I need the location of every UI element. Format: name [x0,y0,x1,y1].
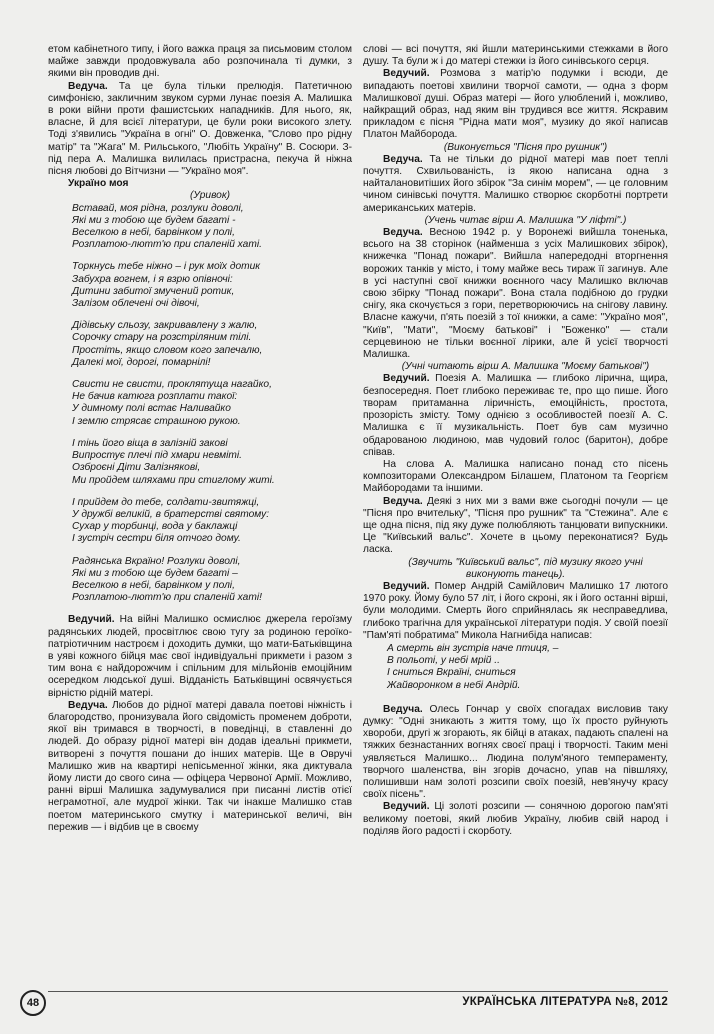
poem-stanza [72,438,352,487]
poem-line: Які ми з тобою ще будем багаті - [72,214,236,226]
right-column [363,44,668,838]
paragraph-text: На війні Малишко осмислює джерела героїзму радянських людей, просвітлює свою тугу за родиною героїко-патріотичним настроєм і доходить думки, що мати-Батьківщина в уяві кожного бійця має свої індивідуальні прикмети і разом з тим вона є найдорожчим і спільним для мільйонів емоційним осередком людської душі. Відданість Батьківщині освячується вірністю рідній матері. [48,614,352,699]
paragraph [363,227,668,361]
poem-line: Дідівську сльозу, закривавлену з жалю, [72,320,258,332]
paragraph-text: Весною 1942 р. у Воронежі вийшла тоненька, всього на 38 сторінок (найменша з усіх Малишкових збірок), книжечка "Понад пожари". Вийшла напередодні вторгнення ворожих танків у місто, і тому майже весь тираж її загинув. Але в усі наступні свої книжки воєнного часу Малишко включав свою збірку "Понад пожари". Вона стала подібною до грудки снігу, яка скочується з гори, перетворюючись на снігову лавину. Власне кажучи, п'ять поезій з тої книжки, а саме: "Україно моя", "Київ", "Мати", "Моєму батькові" і "Боженко" — стали серцевиною не тільки воєнної лірики, але й усієї творчості Малишка. [363,227,668,361]
poem-line: В польоті, у небі мрій .. [387,655,500,667]
poem [48,203,352,605]
paragraph [48,81,352,179]
poem-stanza [72,320,352,369]
poem-line: Розплатою-лютт'ю при спаленій хаті! [72,592,262,604]
poem-line: Розплатою-лютт'ю при спаленій хаті. [72,239,262,251]
paragraph [363,801,668,838]
poem-line: Веселкою в небі, барвінком у полі, [72,579,235,591]
poem-line: І прийдем до тебе, солдати-звитяжці, [72,496,260,508]
stage-direction: (Звучить "Київський вальс", під музику якого учні виконують танець). [408,556,643,580]
poem-stanza [72,497,352,546]
poem-line: У димному полі встає Наливайко [72,403,231,415]
poem-line: І зустріч сестри біля отчого дому. [72,533,241,545]
paragraph-text: Розмова з матір'ю подумки і всюди, де випадають поетові хвилини творчої самоти, — одна з форм Малишкової душі. Образ матері — його улюблений і, можливо, найкращий образ, над яким він трудився все життя. Яскравим прикладом є пісня "Рідна мати моя", музику до якої написав Платон Майборода. [363,68,668,141]
poem-line: Вставай, моя рідна, розлуки доволі, [72,202,244,214]
speaker-label: Ведучий. [383,68,430,80]
paragraph [363,154,668,215]
paragraph-text: Любов до рідної матері давала поетові ніжність і благородство, пронизувала його свідомість променем доброти, якої він тримався в творчості, в поведінці, в ставленні до людей. До образу рідної матері він додав ідеальні прикмети, витворені з почуття пошани до інших матерів. Ще в Овручі Малишко жив на квартирі непісьменної жінки, яка диктувала йому листи до свого сина — офіцера Червоної Армії. Можливо, ранні вірші Малишка задумувалися при писанні листів отієї неграмотної, але мудрої жінки. Так чи інакше Малишко став поетом материнського смутку і материнської величі, він пережив — і відбив це в своєму [48,699,352,833]
speaker-label: Ведуча. [383,495,423,507]
paragraph [48,614,352,699]
poem-line: І тінь його віща в залізній закові [72,437,228,449]
paragraph [363,581,668,642]
poem-line: Озброєні Діти Залізнякові, [72,462,201,474]
poem-stanza [72,556,352,605]
poem-line: Сорочку стару на розстріляним тілі. [72,332,252,344]
poem-stanza [72,261,352,310]
left-column [48,44,352,834]
paragraph [363,496,668,557]
speaker-label: Ведучий. [383,373,430,385]
speaker-label: Ведучий. [383,801,430,813]
poem-line: Які ми з тобою ще будем багаті – [72,567,238,579]
poem-line: Жайворонком в небі Андрій. [387,679,521,691]
stage-direction: (Учні читають вірш А. Малишка "Моєму батькові") [401,361,650,373]
poem-subtitle: (Уривок) [189,190,231,202]
speaker-label: Ведуча. [68,80,108,92]
poem-line: Простіть, якщо словом кого запечалю, [72,344,263,356]
poem-line: У дружбі великій, в братерстві святому: [72,508,270,520]
paragraph-text: Поезія А. Малишка — глибоко лірична, щира, безпосередня. Поет глибоко переживає те, про що пише. Його творам притаманна ліричність, емоційність, простота, прозорість змісту. Тому однією з особливостей поезії А. С. Малишка є її музикальність. Поет був сам музично обдарованою людиною, мав чудовий голос (баритон), добре співав. [363,373,668,458]
paragraph: слові — всі почуття, які йшли материнськими стежками в його душу. Та були ж і до матері стежки із його синівського серця. [363,44,668,68]
paragraph-text: Та це була тільки прелюдія. Патетичною симфонією, закличним звуком сурми лунає поезія А. Малишка в роки війни проти фашистських нападників. Для нього, як, власне, й для всієї літератури, це були роки високого злету. Тоді з'явились "Україна в огні" О. Довженка, "Слово про рідну матір" та "Жага" М. Рильського, "Любіть Україну" В. Сосюри. З-під пера А. Малишка вилилась пристрасна, пекуча й ніжна пісня любові до Вітчизни — "Україно моя". [48,80,352,178]
poem-line: Веселкою в небі, барвінком у полі, [72,227,235,239]
poem-line: Ми пройдем шляхами при стиглому житі. [72,474,275,486]
poem-line: Сухар у торбинці, вода у баклажці [72,521,238,533]
speaker-label: Ведуча. [68,699,108,711]
paragraph: На слова А. Малишка написано понад сто пісень композиторами Олександром Білашем, Платоном та Георгієм Майбородами та іншими. [363,458,668,495]
speaker-label: Ведучий. [383,580,430,592]
paragraph [363,704,668,802]
journal-title: УКРАЇНСЬКА ЛІТЕРАТУРА №8, 2012 [462,996,668,1008]
poem-title: Україно моя [68,178,129,190]
footer-rule [48,991,668,992]
poem-line: А смерть він зустрів наче птиця, – [387,642,559,654]
poem-line: Випростує плечі під хмари невміті. [72,450,242,462]
poem-line: Торкнусь тебе ніжно – і рук моїх дотик [72,261,261,273]
paragraph-text: Деякі з них ми з вами вже сьогодні почули — це "Пісня про вчительку", "Пісня про рушник" та "Стежина". Але є ще одна пісня, під яку дуже полюбляють танцювати випускники. Це "Київський вальс". Хочете в цьому переконатися? Будь ласка. [363,495,668,556]
poem-stanza [72,203,352,252]
poem-line: Далекі мої, дорогі, помарнілі! [72,356,211,368]
paragraph-text: Помер Андрій Самійлович Малишко 17 лютого 1970 року. Йому було 57 літ, і його скроні, як і його останні вірші, були молодими. Смерть його сприйнялась як несправедлива, глибоко трагічна для української літератури подія. У своїй поезії "Пам'яті побратима" Микола Нагнибіда написав: [363,580,668,641]
paragraph [363,373,668,458]
paragraph [48,700,352,834]
paragraph-text: Та не тільки до рідної матері мав поет теплі почуття. Схвильованість, із якою написана одна з найталановитіших його збірок "За синім морем", — це головним чином синівські почуття. Малишко створює скорботні портрети американських матерів. [363,153,668,214]
poem-line: Радянська Вкраїно! Розлуки доволі, [72,555,241,567]
poem-line: І землю стрясає страшною рукою. [72,415,241,427]
stage-direction: (Учень читає вірш А. Малишка "У ліфті".) [424,214,627,226]
paragraph [363,68,668,141]
stage-direction: (Виконується "Пісня про рушник") [443,141,608,153]
paragraph-text: Ці золоті розсипи — сонячною дорогою пам'яті великому поетові, який любив Україну, любив свій народ і поділяв його радості і скорботу. [363,801,668,837]
speaker-label: Ведуча. [383,153,423,165]
poem-line: Свисти не свисти, проклятуща нагайко, [72,379,272,391]
poem-quote [387,643,668,692]
page-number: 48 [20,990,46,1016]
poem-line: Забухра вогнем, і я взрю опівночі: [72,273,233,285]
paragraph-text: Олесь Гончар у своїх спогадах висловив таку думку: "Одні зникають з життя тому, що їх просто руйнують хвороби, другі ж згорають, як бійці в атаках, падають спалені на тяжких безнастанних вогнях своєї праці і творчості. Таким мені уявляється Малишко... Людина полум'яного темпераменту, творчого шаленства, він згорів дочасно, упав на півшляху, полишивши нам золоті розсипи своїх поезій, нев'янучу красу своїх пісень". [363,703,668,801]
paragraph: етом кабінетного типу, і його важка праця за письмовим столом майже завжди продовжувала або розпочинала ті думки, з якими він проводив дні. [48,44,352,80]
poem-line: І сниться Вкраїні, сниться [387,667,516,679]
poem-stanza [72,379,352,428]
poem-line: Залізом облечені очі дівочі, [72,298,200,310]
poem-line: Не бачив катюга розплати такої: [72,391,238,403]
speaker-label: Ведуча. [383,703,423,715]
speaker-label: Ведуча. [383,227,423,239]
speaker-label: Ведучий. [68,614,115,626]
poem-line: Дитини забитої змучений ротик, [72,285,235,297]
